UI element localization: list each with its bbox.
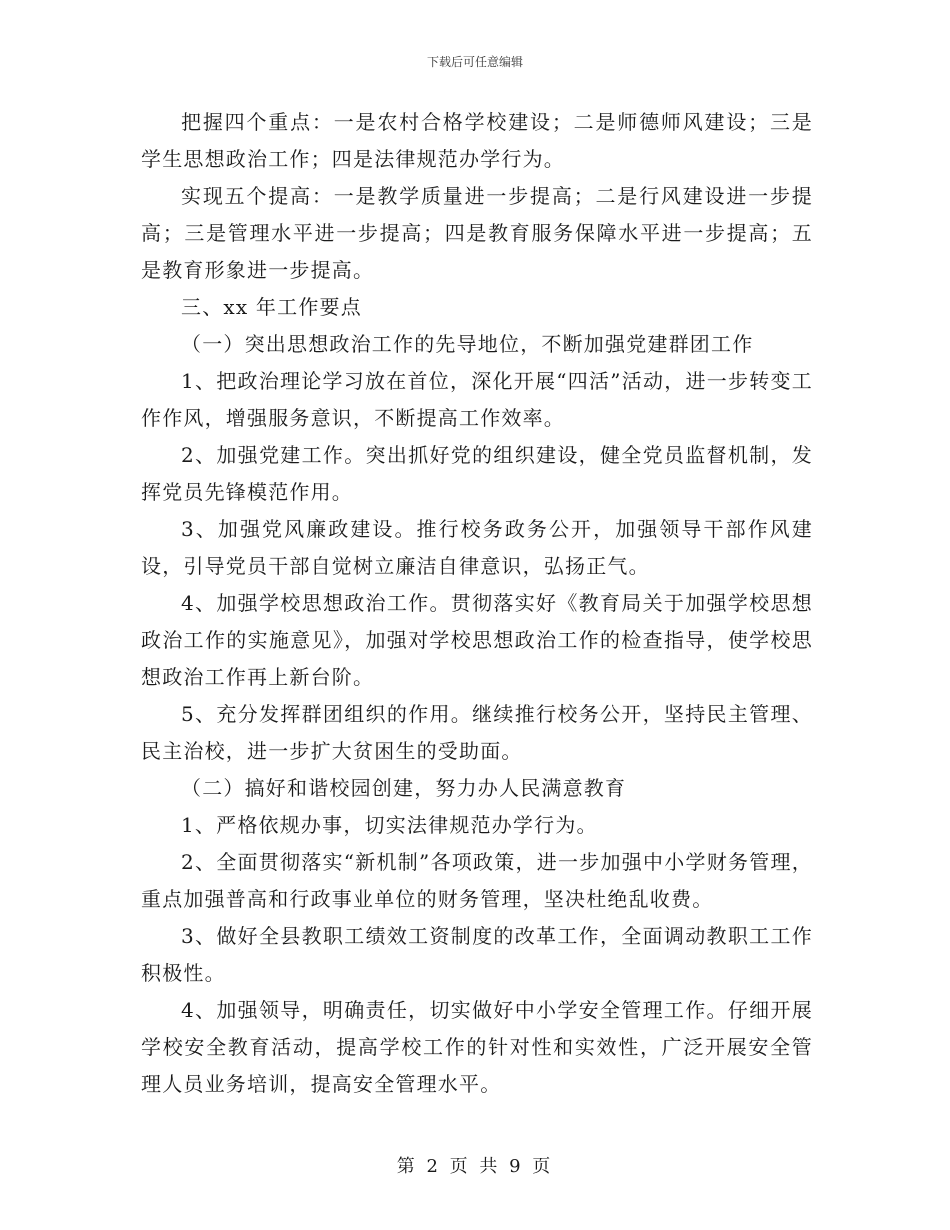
paragraph: 3、做好全县教职工绩效工资制度的改革工作，全面调动教职工工作积极性。 (141, 924, 813, 985)
paragraph: 1、严格依规办事，切实法律规范办学行为。 (181, 813, 598, 837)
paragraph: 5、充分发挥群团组织的作用。继续推行校务公开，坚持民主管理、民主治校，进一步扩大贫困生的受助面。 (141, 702, 813, 763)
paragraph: 1、把政治理论学习放在首位，深化开展“四活”活动，进一步转变工作作风，增强服务意识，不断提高工作效率。 (141, 369, 813, 430)
document-body (141, 104, 813, 1103)
paragraph: 2、全面贯彻落实“新机制”各项政策，进一步加强中小学财务管理，重点加强普高和行政事业单位的财务管理，坚决杜绝乱收费。 (141, 850, 813, 911)
page-number: 第 2 页 共 9 页 (396, 1156, 554, 1177)
section-heading: 三、xx 年工作要点 (181, 295, 362, 319)
paragraph: 实现五个提高：一是教学质量进一步提高；二是行风建设进一步提高；三是管理水平进一步提高；四是教育服务保障水平进一步提高；五是教育形象进一步提高。 (141, 184, 813, 282)
paragraph: 3、加强党风廉政建设。推行校务政务公开，加强领导干部作风建设，引导党员干部自觉树立廉洁自律意识，弘扬正气。 (141, 517, 813, 578)
subsection-heading: （二）搞好和谐校园创建，努力办人民满意教育 (181, 776, 627, 800)
subsection-heading: （一）突出思想政治工作的先导地位，不断加强党建群团工作 (181, 332, 754, 356)
paragraph: 4、加强学校思想政治工作。贯彻落实好《教育局关于加强学校思想政治工作的实施意见》，加强对学校思想政治工作的检查指导，使学校思想政治工作再上新台阶。 (141, 591, 813, 689)
paragraph: 4、加强领导，明确责任，切实做好中小学安全管理工作。仔细开展学校安全教育活动，提高学校工作的针对性和实效性，广泛开展安全管理人员业务培训，提高安全管理水平。 (141, 998, 813, 1096)
paragraph: 2、加强党建工作。突出抓好党的组织建设，健全党员监督机制，发挥党员先锋模范作用。 (141, 443, 813, 504)
page-header: 下载后可任意编辑 (426, 55, 523, 69)
paragraph: 把握四个重点：一是农村合格学校建设；二是师德师风建设；三是学生思想政治工作；四是法律规范办学行为。 (141, 110, 813, 171)
